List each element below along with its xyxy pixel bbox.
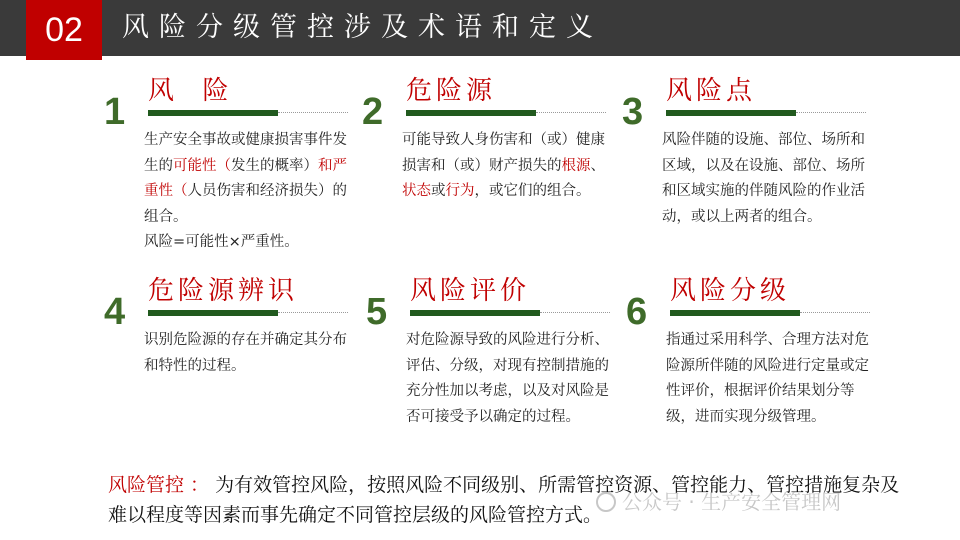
card-description <box>144 128 349 256</box>
card-term: 风 险 <box>148 76 233 106</box>
card-term: 危险源 <box>406 76 497 106</box>
term-dotted-line <box>278 112 348 113</box>
highlight-text: 根源 <box>561 157 591 174</box>
section-number: 02 <box>26 0 102 60</box>
description-text: 指通过采用科学、合理方法对危险源所伴随的风险进行定量或定性评价，根据评价结果划分等级，进而实现分级管理。 <box>666 332 869 425</box>
card-number: 6 <box>626 291 648 333</box>
term-dotted-line <box>796 112 866 113</box>
term-card-3 <box>622 70 922 260</box>
term-dotted-line <box>540 312 610 313</box>
term-underline-bar <box>670 310 800 316</box>
card-term: 风险点 <box>666 76 757 106</box>
term-card-2 <box>362 70 662 260</box>
term-card-6 <box>626 270 926 460</box>
term-underline-bar <box>406 110 536 116</box>
card-description <box>402 128 607 205</box>
term-dotted-line <box>278 312 348 313</box>
card-number: 1 <box>104 91 126 133</box>
card-number: 3 <box>622 91 644 133</box>
description-text: 或 <box>431 183 446 199</box>
term-underline-bar <box>666 110 796 116</box>
term-underline-bar <box>410 310 540 316</box>
card-term: 风险评价 <box>410 276 531 306</box>
card-description <box>662 128 867 230</box>
card-number: 2 <box>362 91 384 133</box>
card-description <box>406 328 611 430</box>
description-text: 生产安全事故或健康损害事件发生的 <box>144 132 347 174</box>
page-title: 风险分级管控涉及术语和定义 <box>122 12 603 43</box>
wechat-icon <box>596 492 616 512</box>
card-description <box>144 328 349 379</box>
card-number: 5 <box>366 291 388 333</box>
term-underline-bar <box>148 310 278 316</box>
description-text: 可能导致人身伤害和（或）健康损害和（或）财产损失的 <box>402 132 605 174</box>
highlight-text: 和严重性（ <box>144 157 347 199</box>
description-text: 发生的概率） <box>231 157 318 174</box>
description-text: ，或它们的组合。 <box>474 183 591 199</box>
card-number: 4 <box>104 291 126 333</box>
description-text: 人员伤害和经济损失）的组合。 <box>144 183 347 225</box>
term-dotted-line <box>800 312 870 313</box>
watermark <box>596 486 841 515</box>
footer-label: 风险管控 ： <box>108 474 210 496</box>
description-text: 、 <box>590 157 605 174</box>
term-card-5 <box>366 270 666 460</box>
description-text: 风险=可能性×严重性。 <box>144 234 299 250</box>
term-card-4 <box>104 270 404 460</box>
card-term: 危险源辨识 <box>148 276 299 306</box>
footer-text: 为有效管控风险，按照风险不同级别、所需管控资源、管控能力、管控措施复杂及难以程度等因素而事先确定不同管控层级的风险管控方式。 <box>108 474 900 526</box>
highlight-text: 可能性（ <box>173 157 231 174</box>
description-text: 风险伴随的设施、部位、场所和区域，以及在设施、部位、场所和区域实施的伴随风险的作业活动，或以上两者的组合。 <box>662 132 865 225</box>
description-text: 识别危险源的存在并确定其分布和特性的过程。 <box>144 332 347 374</box>
highlight-text: 状态 <box>402 183 431 199</box>
highlight-text: 行为 <box>445 183 475 199</box>
term-card-1 <box>104 70 404 260</box>
header-bar <box>0 0 960 56</box>
watermark-text: 公众号 · 生产安全管理网 <box>622 490 842 514</box>
card-term: 风险分级 <box>670 276 791 306</box>
term-underline-bar <box>148 110 278 116</box>
description-text: 对危险源导致的风险进行分析、评估、分级，对现有控制措施的充分性加以考虑，以及对风险是否可接受予以确定的过程。 <box>406 332 609 425</box>
card-description <box>666 328 871 430</box>
term-dotted-line <box>536 112 606 113</box>
